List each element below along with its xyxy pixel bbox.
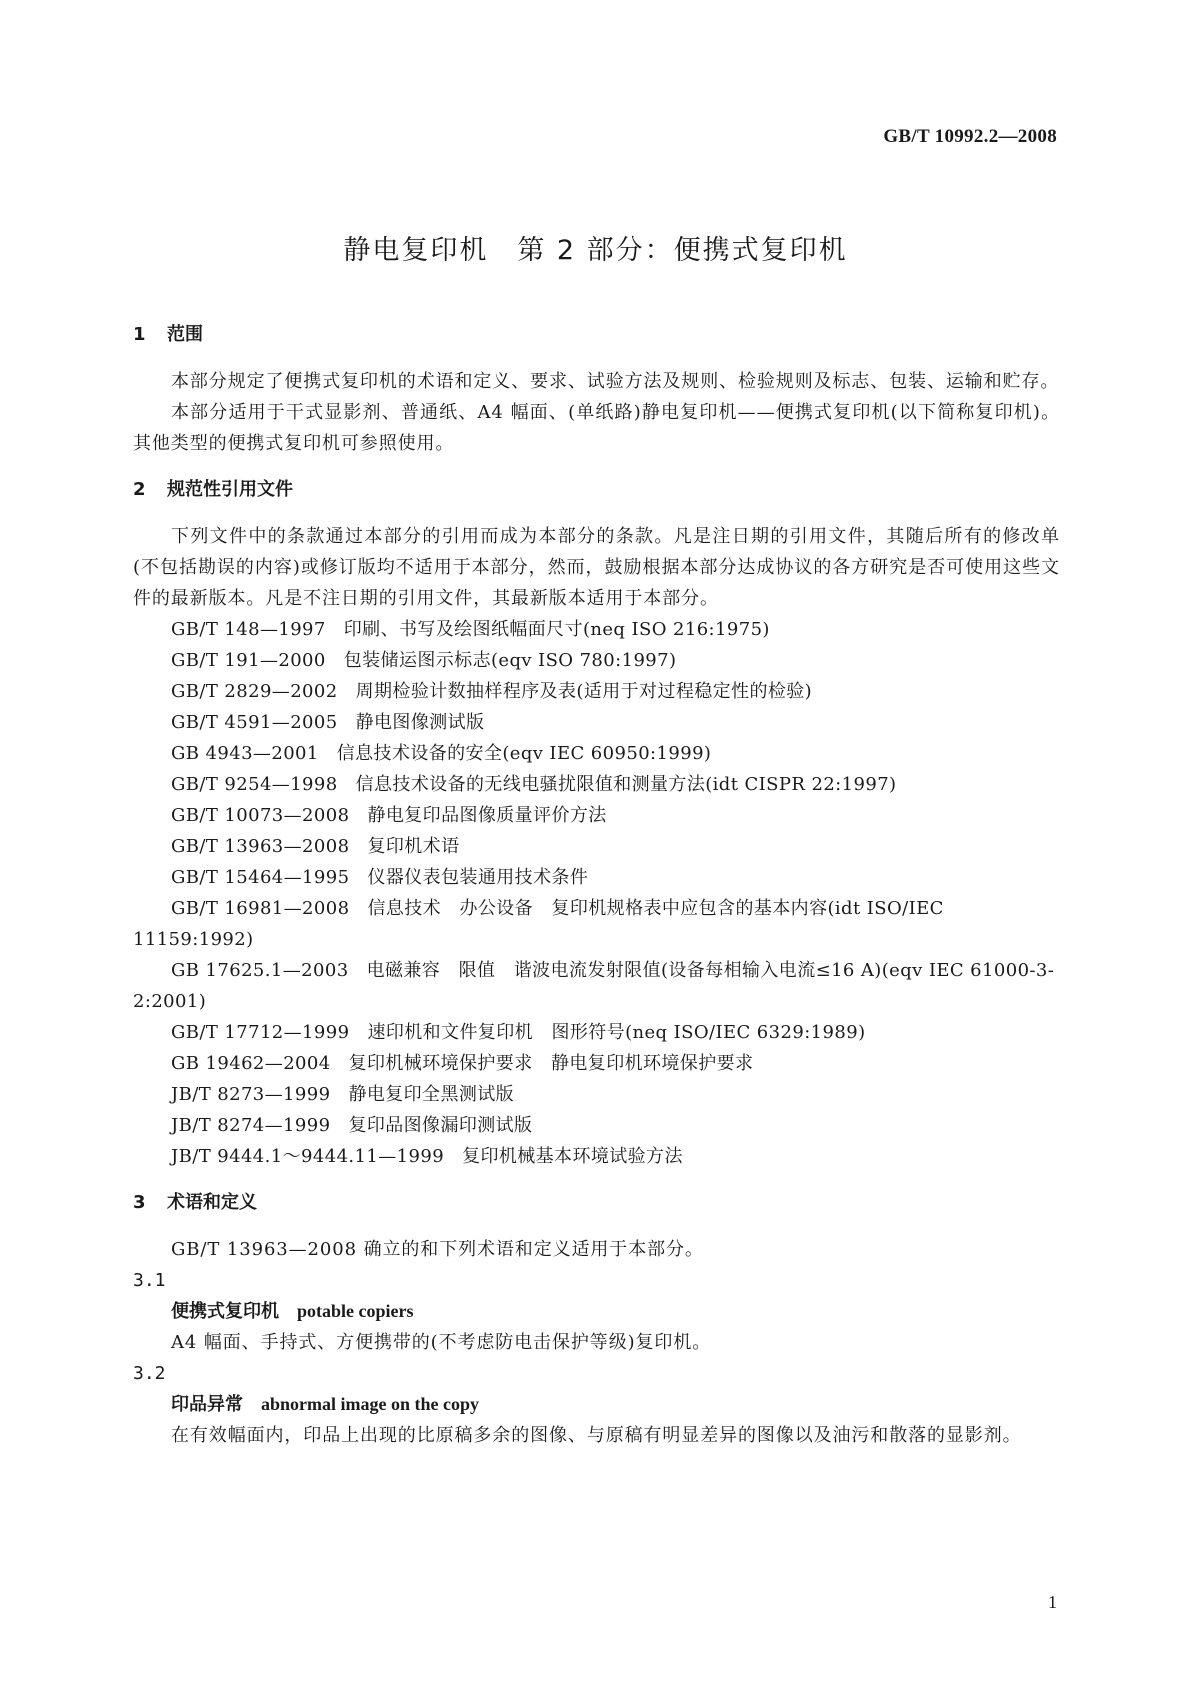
- reference-code: JB/T 8274—1999: [171, 1115, 331, 1136]
- reference-title: 静电图像测试版: [355, 712, 485, 733]
- reference-item: [133, 738, 1060, 769]
- reference-code: GB 4943—2001: [171, 743, 319, 764]
- reference-item: [133, 955, 1060, 1017]
- section-title: 规范性引用文件: [167, 479, 293, 500]
- reference-item: [133, 645, 1060, 676]
- term-entry: [133, 1389, 1060, 1420]
- section-title: 范围: [167, 324, 203, 345]
- section-number: 2: [133, 479, 146, 500]
- section-title: 术语和定义: [167, 1192, 257, 1213]
- section-number: 1: [133, 324, 146, 345]
- section-number: 3: [133, 1192, 146, 1213]
- reference-code: GB/T 191—2000: [171, 650, 326, 671]
- section-heading-terms: [133, 1188, 1060, 1218]
- reference-title: 静电复印品图像质量评价方法: [367, 805, 607, 826]
- reference-title: 复印品图像漏印测试版: [348, 1115, 533, 1136]
- reference-item: [133, 1017, 1060, 1048]
- reference-title: 电磁兼容 限值 谐波电流发射限值(设备每相输入电流≤16 A)(eqv IEC 61000-3-2:2001): [133, 960, 1055, 1012]
- term-en: abnormal image on the copy: [261, 1394, 479, 1414]
- reference-title: 包装储运图示标志(eqv ISO 780:1997): [343, 650, 677, 671]
- reference-item: [133, 676, 1060, 707]
- term-definition: 在有效幅面内，印品上出现的比原稿多余的图像、与原稿有明显差异的图像以及油污和散落的显影剂。: [171, 1425, 1022, 1446]
- document-body: [133, 320, 1060, 1451]
- reference-code: GB/T 15464—1995: [171, 867, 350, 888]
- reference-title: 静电复印全黑测试版: [348, 1084, 515, 1105]
- reference-code: GB/T 13963—2008: [171, 836, 350, 857]
- reference-code: JB/T 9444.1～9444.11—1999: [171, 1146, 445, 1167]
- reference-item: [133, 1141, 1060, 1172]
- term-en: potable copiers: [297, 1301, 414, 1321]
- reference-item: [133, 614, 1060, 645]
- reference-code: GB/T 148—1997: [171, 619, 326, 640]
- reference-item: [133, 862, 1060, 893]
- reference-title: 复印机械基本环境试验方法: [462, 1146, 683, 1167]
- reference-title: 印刷、书写及绘图纸幅面尺寸(neq ISO 216:1975): [343, 619, 770, 640]
- section-heading-normative: [133, 475, 1060, 505]
- normative-intro: 下列文件中的条款通过本部分的引用而成为本部分的条款。凡是注日期的引用文件，其随后所有的修改单(不包括勘误的内容)或修订版均不适用于本部分，然而，鼓励根据本部分达成协议的各方研究是否可使用这些文件的最新版本。凡是不注日期的引用文件，其最新版本适用于本部分。: [133, 526, 1060, 609]
- reference-title: 复印机械环境保护要求 静电复印机环境保护要求: [348, 1053, 754, 1074]
- reference-title: 信息技术 办公设备 复印机规格表中应包含的基本内容(idt ISO/IEC 11159:1992): [133, 898, 944, 950]
- reference-code: GB/T 2829—2002: [171, 681, 338, 702]
- reference-title: 复印机术语: [367, 836, 460, 857]
- reference-title: 信息技术设备的无线电骚扰限值和测量方法(idt CISPR 22:1997): [355, 774, 897, 795]
- reference-code: GB/T 4591—2005: [171, 712, 338, 733]
- term-cn: 印品异常: [171, 1394, 243, 1415]
- reference-list: [133, 614, 1060, 1172]
- reference-title: 信息技术设备的安全(eqv IEC 60950:1999): [336, 743, 712, 764]
- term-number: 3.2: [133, 1363, 166, 1384]
- term-cn: 便携式复印机: [171, 1301, 279, 1322]
- reference-title: 速印机和文件复印机 图形符号(neq ISO/IEC 6329:1989): [367, 1022, 866, 1043]
- reference-item: [133, 831, 1060, 862]
- page-number: 1: [1048, 1592, 1057, 1612]
- reference-code: JB/T 8273—1999: [171, 1084, 331, 1105]
- reference-item: [133, 707, 1060, 738]
- scope-paragraph: 本部分规定了便携式复印机的术语和定义、要求、试验方法及规则、检验规则及标志、包装、运输和贮存。: [171, 371, 1060, 392]
- reference-code: GB 19462—2004: [171, 1053, 331, 1074]
- reference-item: [133, 800, 1060, 831]
- reference-item: [133, 893, 1060, 955]
- terms-intro: GB/T 13963—2008 确立的和下列术语和定义适用于本部分。: [171, 1239, 704, 1260]
- reference-item: [133, 769, 1060, 800]
- section-heading-scope: [133, 320, 1060, 350]
- reference-title: 仪器仪表包装通用技术条件: [367, 867, 589, 888]
- term-definition: A4 幅面、手持式、方便携带的(不考虑防电击保护等级)复印机。: [171, 1332, 712, 1353]
- term-number: 3.1: [133, 1270, 166, 1291]
- reference-item: [133, 1079, 1060, 1110]
- reference-code: GB/T 17712—1999: [171, 1022, 350, 1043]
- reference-code: GB/T 10073—2008: [171, 805, 350, 826]
- document-title: 静电复印机 第 2 部分：便携式复印机: [343, 235, 848, 266]
- reference-title: 周期检验计数抽样程序及表(适用于对过程稳定性的检验): [355, 681, 813, 702]
- reference-item: [133, 1048, 1060, 1079]
- scope-paragraph: 本部分适用于干式显影剂、普通纸、A4 幅面、(单纸路)静电复印机——便携式复印机(以下简称复印机)。其他类型的便携式复印机可参照使用。: [133, 402, 1060, 454]
- reference-code: GB 17625.1—2003: [171, 960, 349, 981]
- reference-item: [133, 1110, 1060, 1141]
- term-entry: [133, 1296, 1060, 1327]
- standard-code: GB/T 10992.2—2008: [883, 126, 1057, 147]
- reference-code: GB/T 9254—1998: [171, 774, 338, 795]
- reference-code: GB/T 16981—2008: [171, 898, 350, 919]
